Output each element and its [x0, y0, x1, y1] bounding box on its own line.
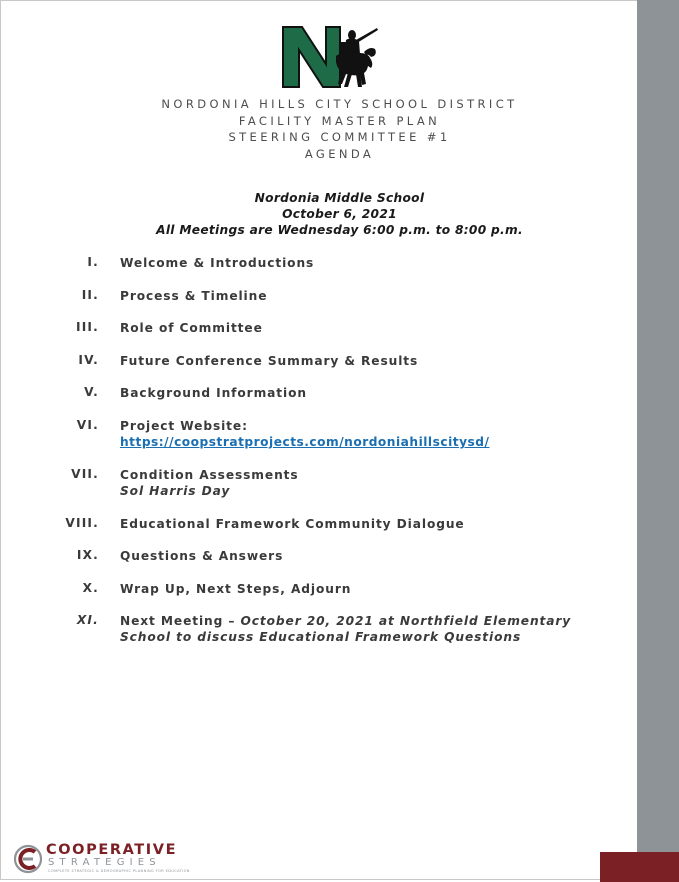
- meeting-schedule: All Meetings are Wednesday 6:00 p.m. to 8:00 p.m.: [156, 223, 523, 237]
- meeting-location: Nordonia Middle School: [254, 191, 425, 205]
- agenda-item-text: Questions & Answers: [120, 549, 284, 563]
- agenda-item-text: Role of Committee: [120, 321, 263, 335]
- agenda-item-number: II.: [81, 288, 99, 302]
- committee-title: STEERING COMMITTEE #1: [228, 130, 451, 144]
- brand-name: COOPERATIVE: [46, 842, 178, 858]
- agenda-title: AGENDA: [304, 146, 375, 161]
- agenda-item-text: Educational Framework Community Dialogue: [120, 517, 465, 531]
- agenda-item-label: Condition Assessments: [120, 468, 299, 482]
- brand-subname: STRATEGIES: [48, 857, 161, 868]
- project-website-link[interactable]: https://coopstratprojects.com/nordoniahillscitysd/: [120, 435, 490, 450]
- cooperative-strategies-logo: [14, 842, 189, 876]
- brand-tagline: COMPLETE STRATEGIC & DEMOGRAPHIC PLANNING FOR EDUCATION: [48, 869, 190, 873]
- agenda-item-number: IX.: [76, 548, 99, 562]
- agenda-item-number: X.: [82, 581, 99, 595]
- agenda-item-number: VIII.: [65, 516, 99, 530]
- agenda-item-text: [120, 467, 600, 500]
- agenda-item-text: Future Conference Summary & Results: [120, 354, 419, 368]
- agenda-item-text: Welcome & Introductions: [120, 256, 315, 270]
- district-name: NORDONIA HILLS CITY SCHOOL DISTRICT: [161, 97, 518, 111]
- agenda-item-label: Next Meeting –: [120, 614, 241, 628]
- agenda-item-text: [120, 613, 600, 646]
- agenda-item-text: Process & Timeline: [120, 289, 268, 303]
- agenda-item-number: XI.: [76, 613, 99, 627]
- agenda-item-number: IV.: [78, 353, 99, 367]
- agenda-item-number: III.: [75, 320, 99, 334]
- agenda-item-number: VII.: [71, 467, 99, 481]
- agenda-item-number: V.: [84, 385, 99, 399]
- agenda-item-number: I.: [87, 255, 99, 269]
- plan-title: FACILITY MASTER PLAN: [238, 113, 441, 128]
- agenda-item-label: Project Website:: [120, 419, 248, 433]
- cs-emblem-icon: [14, 844, 42, 874]
- knight-n-logo-icon: [282, 24, 382, 90]
- meeting-date: October 6, 2021: [282, 207, 397, 221]
- agenda-item-text: Background Information: [120, 386, 307, 400]
- agenda-item-italic-detail: October 20, 2021 at Northfield Elementary School to discuss Educational Framework Questions: [120, 614, 572, 645]
- meeting-info: [0, 190, 679, 238]
- agenda-item-text: Wrap Up, Next Steps, Adjourn: [120, 582, 352, 596]
- agenda-item-number: VI.: [76, 418, 99, 432]
- corner-block-decoration: [600, 852, 679, 882]
- document-header: [0, 96, 679, 162]
- district-logo: [282, 24, 382, 90]
- agenda-item-text: [120, 418, 600, 451]
- agenda-item-subtext: Sol Harris Day: [120, 484, 231, 499]
